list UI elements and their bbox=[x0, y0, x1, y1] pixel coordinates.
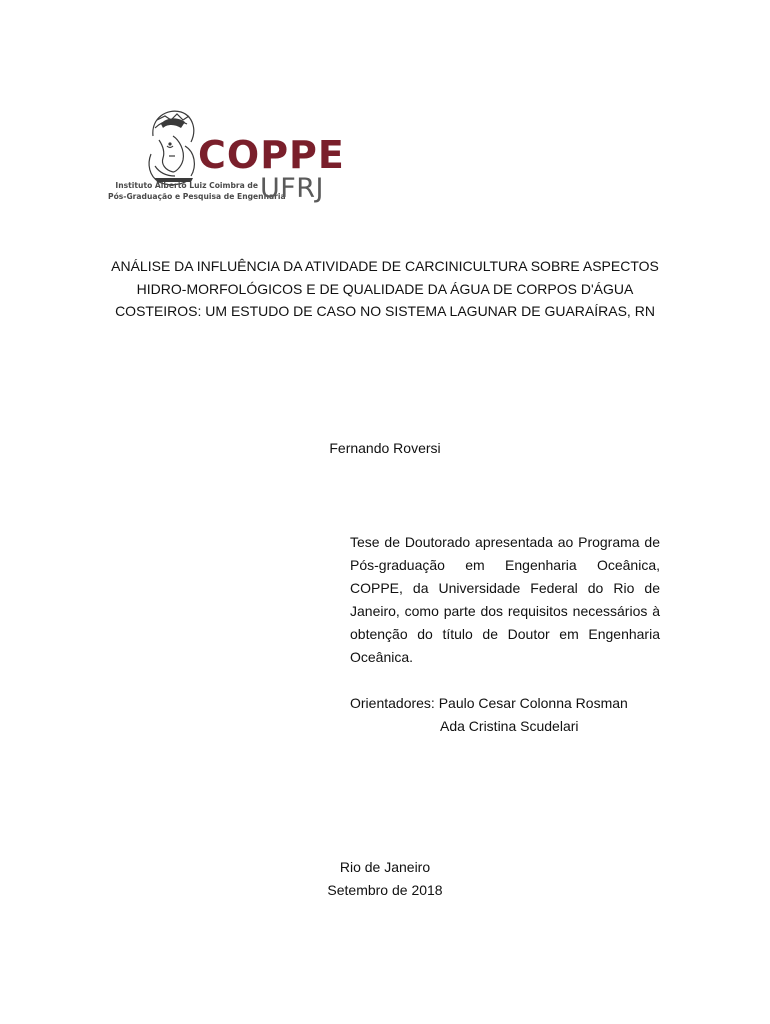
author-name: Fernando Roversi bbox=[329, 440, 441, 456]
advisor-line-1: Orientadores: Paulo Cesar Colonna Rosman bbox=[350, 695, 628, 711]
minerva-helmet-icon bbox=[145, 106, 201, 190]
institute-name bbox=[108, 181, 286, 202]
date: Setembro de 2018 bbox=[327, 882, 443, 898]
institute-line-2: Pós-Graduação e Pesquisa de Engenharia bbox=[108, 191, 286, 201]
thesis-description: Tese de Doutorado apresentada ao Programa de Pós-graduação em Engenharia Oceânica, COPPE, da Universidade Federal do Rio de Janeiro, como parte dos requisitos necessários à obtenção do título de Doutor em Engenharia Oceânica. bbox=[350, 534, 660, 665]
place: Rio de Janeiro bbox=[339, 859, 431, 875]
advisors-block bbox=[350, 692, 628, 738]
thesis-title: ANÁLISE DA INFLUÊNCIA DA ATIVIDADE DE CARCINICULTURA SOBRE ASPECTOS HIDRO-MORFOLÓGICOS E DE QUALIDADE DA ÁGUA DE CORPOS D'ÁGUA COSTEIROS: UM ESTUDO DE CASO NO SISTEMA LAGUNAR DE GUARAÍRAS, RN bbox=[111, 258, 659, 319]
ufrj-text: UFRJ bbox=[260, 173, 325, 204]
institute-line-1: Instituto Alberto Luiz Coimbra de bbox=[115, 181, 258, 190]
place-date-block bbox=[0, 856, 770, 902]
advisor-line-2: Ada Cristina Scudelari bbox=[440, 718, 579, 734]
coppe-ufrj-logo bbox=[108, 106, 348, 206]
coppe-brand-text: COPPE bbox=[198, 133, 345, 177]
